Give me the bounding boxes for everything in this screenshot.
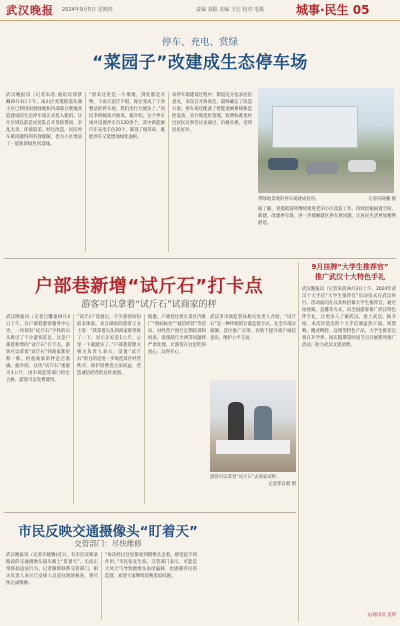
story2-column-4[interactable]: 武汉市市场监管局相关负责人介绍，“试斤石”是一种传统的计量监督方式，在全市部分商圈、景区推广应用，有助于提升商户诚信意识，维护公平交易。 (210, 315, 296, 341)
story1-column-3[interactable]: 该停车场建设过程中，街道充分征求居民意见，多次召开协商会，最终确定了改造方案。停车场还配备了智能道闸系统和监控设备，实行规范化管理，收费标准也经过居民议事会讨论通过，价格实惠，受到居民好评。 (172, 93, 252, 133)
story3-headline: 市民反映交通摄像头“盯着天” (18, 524, 198, 540)
section-title: 城事·民生 05 (296, 3, 370, 17)
story3-column-2[interactable]: “每次经过这里都看到摄像头歪着，感觉起不到作用。”市民张先生说。交管部门表示，可能是大风天气导致摄像头角度偏移，也感谢市民的监督，欢迎大家继续反映类似问题。 (105, 553, 197, 579)
story1-column-2[interactable]: “原来这里是一片菜地，到处都是杂物，下雨天泥泞不堪，现在变成了干净整洁的停车场，我们出行方便多了。”居民李阿姨高兴地说。据介绍，这个停车场共设置停车位120余个，其中新能源汽车充电车位20个，铺设了植草砖，既能停车又能增加绿化面积。 (89, 93, 165, 140)
column-divider (85, 92, 86, 252)
story2-column-2[interactable]: “试斤石”设置后，不少游客纷纷前来体验。来自湖南的游客王女士说：“我拿着石头到商家那里称了一下，显示正好是1公斤，心里一下就踏实了。”户部巷管理方相关负责人表示，设置“试斤石”的目的是进一步规范景区经营秩序，保护消费者合法权益，营造诚信经营的良好氛围。 (77, 315, 141, 376)
issue-date: 2024年9月5日 星期四 (62, 7, 113, 13)
column-divider (101, 552, 102, 620)
story1-headline: “菜园子”改建成生态停车场 (92, 53, 308, 73)
photo-car (348, 160, 376, 172)
story3-subhead: 交管部门：尽快维修 (74, 539, 142, 548)
column-divider (144, 314, 145, 504)
story1-photo-caption: 带绿地景观的停车场建成投用。 (258, 197, 320, 202)
story2-headline: 户部巷新增“试斤石”打卡点 (34, 276, 264, 297)
section-divider (4, 512, 296, 513)
photo-building (272, 106, 358, 148)
photo-car (268, 158, 298, 170)
story2-photo-caption: 游客可以拿着“试斤石”去商家试秤。 (210, 475, 281, 480)
story2-column-1[interactable]: 武汉晚报讯（记者吕馨童)9月4日上午，在户部巷游客服务中心旁，一块刻有“试斤石”字样的石头吸引了不少游客驻足。这是户部巷新增的“试斤石”打卡点，游客可以拿着“试斤石”到商家那里称一称，检验商家的秤是否准确。据介绍，这块“试斤石”重量为1公斤，由市场监管部门检定合格，游客可以免费使用。 (6, 315, 70, 383)
story4-body[interactable]: 武汉晚报讯（记者朱蓓)9月3日上午，2024年武汉十大手信“大学生推荐官”启动仪式在武汉举行。活动面向在汉高校招募大学生推荐官，通过短视频、直播等方式，向全国游客推广武汉特色伴手礼，让更多人了解武汉、爱上武汉。据介绍，本次评选出的十大手信涵盖热干面、周黑鸭、精武鸭脖、汉绣等特色产品，大学生推荐官将在开学季、国庆假期等时间节点开展系列推广活动，助力武汉文旅消费。 (302, 287, 396, 348)
photo-person (254, 406, 272, 444)
story2-column-3[interactable]: 据悉，户部巷还将在景区内推广“明码标价”“诚信经营”等活动，对经营户进行定期培训和检查，发现缺斤少两等问题将严肃处理，让游客在这里吃得放心、玩得开心。 (148, 315, 206, 355)
story1-photo-credit: 记者何晓鹏 摄 (368, 197, 396, 202)
story4-headline: 推广武汉十大特色手礼 (315, 273, 385, 281)
column-divider (168, 92, 169, 252)
photo-counter (216, 440, 290, 454)
story3-column-1[interactable]: 武汉晚报讯（记者许晓腾)近日，有市民反映某路段的交通摄像头镜头朝上“盯着天”，无法正常抓拍违法行为。记者随即联系交管部门，相关负责人表示已安排人员前往现场核查，将尽快完成维修。 (6, 553, 98, 586)
column-divider (73, 314, 74, 504)
story4-credit: 文/通讯员 袁明 (366, 613, 396, 618)
newspaper-logo: 武汉晚报 (6, 4, 54, 17)
story4-kicker: 9月挂牌“大学生推荐官” (311, 263, 389, 271)
editor-credits: 责编 刘振 美编 王达 校对 毛敬 (196, 7, 264, 13)
story1-column-4[interactable]: 据了解，青菱街道将继续推进老旧小区改造工作，持续挖掘闲置空间，新建、改建停车场，进一步缓解辖区停车难问题，让居民生活更加便利舒适。 (258, 207, 396, 226)
scale-test-photo[interactable] (210, 380, 296, 472)
section-divider (4, 258, 396, 259)
story1-kicker: 停车、充电、赏绿 (161, 37, 238, 48)
photo-person (228, 402, 244, 442)
story2-photo-credit: 记者郭良朝 摄 (268, 482, 296, 487)
story1-column-1[interactable]: 武汉晚报讯（记者朱蓓 通讯员徐梦卿)9月3日下午，南山区青菱街道东湖小区已利用闲置绿地和内部部分菜地改造建成的生态停车场正式投入使用。这片区域以前是居民私自开垦的菜园，杂乱无章，环境较差。经过改造，居民停车难问题得到有效缓解，也为小区增添了一道新的绿色风景线。 (6, 93, 82, 147)
story2-subhead: 游客可以拿着“试斤石”试商家的秤 (81, 300, 217, 310)
sidebar-divider (298, 262, 299, 622)
parking-lot-photo[interactable] (258, 88, 394, 193)
photo-car (306, 162, 338, 174)
